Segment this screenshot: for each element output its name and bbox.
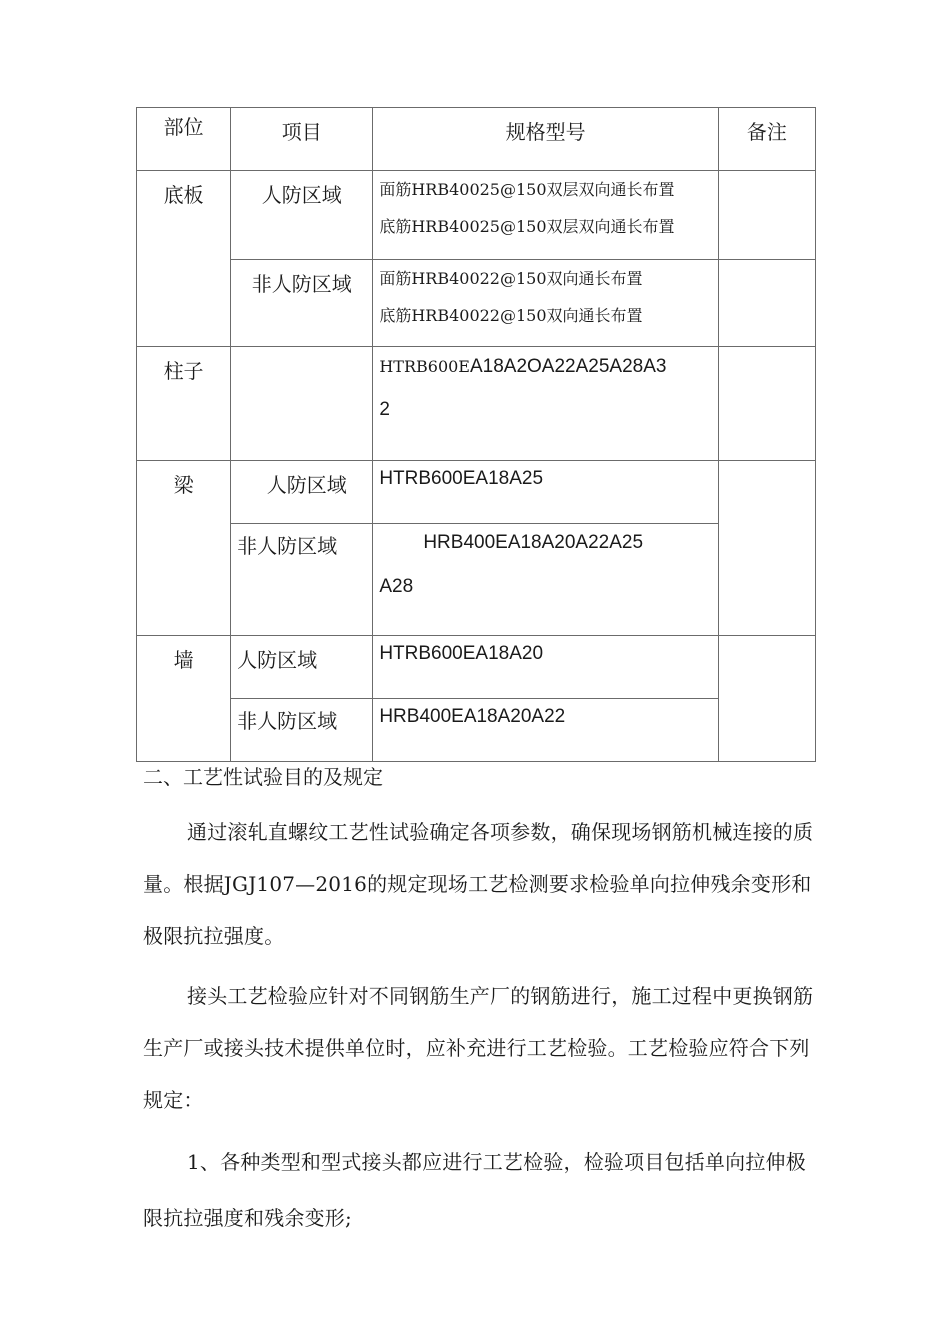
header-part: 部位 [137,108,231,171]
item-cell: 非人防区域 [231,524,373,636]
section-heading: 二、工艺性试验目的及规定 [143,765,383,789]
table-row [137,347,816,461]
section-body [143,760,823,1246]
spec-cell [373,636,719,699]
spec-line: HTRB600EA18A2OA22A25A28A3 [379,356,667,377]
spec-line: HTRB600EA18A25 [379,468,544,489]
table-row [137,171,816,260]
spec-line: HRB400EA18A20A22A25 [423,532,644,553]
spec-line: HTRB600EA18A20 [379,643,544,664]
paragraph: 1、各种类型和型式接头都应进行工艺检验，检验项目包括单向拉伸极限抗拉强度和残余变形; [143,1150,806,1230]
note-cell [718,260,815,347]
spec-line: 底筋HRB40022@150双向通长布置 [379,306,643,325]
header-item: 项目 [231,108,373,171]
item-cell: 人防区域 [231,461,373,524]
spec-cell [373,524,719,636]
part-cell-zhuzi: 柱子 [137,347,231,461]
spec-cell [373,171,719,260]
item-cell: 非人防区域 [231,260,373,347]
note-cell [718,636,815,762]
header-spec: 规格型号 [373,108,719,171]
spec-cell [373,347,719,461]
spec-line: 面筋HRB40022@150双向通长布置 [379,269,643,288]
table-row [137,260,816,347]
paragraph: 接头工艺检验应针对不同钢筋生产厂的钢筋进行，施工过程中更换钢筋生产厂或接头技术提供单位时，应补充进行工艺检验。工艺检验应符合下列规定： [143,984,814,1112]
spec-line: 底筋HRB40025@150双层双向通长布置 [379,217,675,236]
note-cell [718,347,815,461]
spec-cell [373,461,719,524]
spec-cell [373,260,719,347]
part-cell-liang: 梁 [137,461,231,636]
part-cell-qiang: 墙 [137,636,231,762]
spec-line: 2 [379,399,390,420]
paragraph: 通过滚轧直螺纹工艺性试验确定各项参数，确保现场钢筋机械连接的质量。根据JGJ107—2016的规定现场工艺检测要求检验单向拉伸残余变形和极限抗拉强度。 [143,820,814,948]
table-header-row [137,108,816,171]
spec-line: HRB400EA18A20A22 [379,706,566,727]
table-row [137,461,816,524]
table-row [137,636,816,699]
spec-line: 面筋HRB40025@150双层双向通长布置 [379,180,675,199]
note-cell [718,461,815,636]
table-row [137,524,816,636]
note-cell [718,171,815,260]
spec-cell [373,699,719,762]
part-cell-diban: 底板 [137,171,231,347]
item-cell: 人防区域 [231,636,373,699]
header-note: 备注 [718,108,815,171]
rebar-spec-table [136,107,816,762]
item-cell: 人防区域 [231,171,373,260]
table-row [137,699,816,762]
spec-line: A28 [379,576,414,597]
item-cell [231,347,373,461]
item-cell: 非人防区域 [231,699,373,762]
